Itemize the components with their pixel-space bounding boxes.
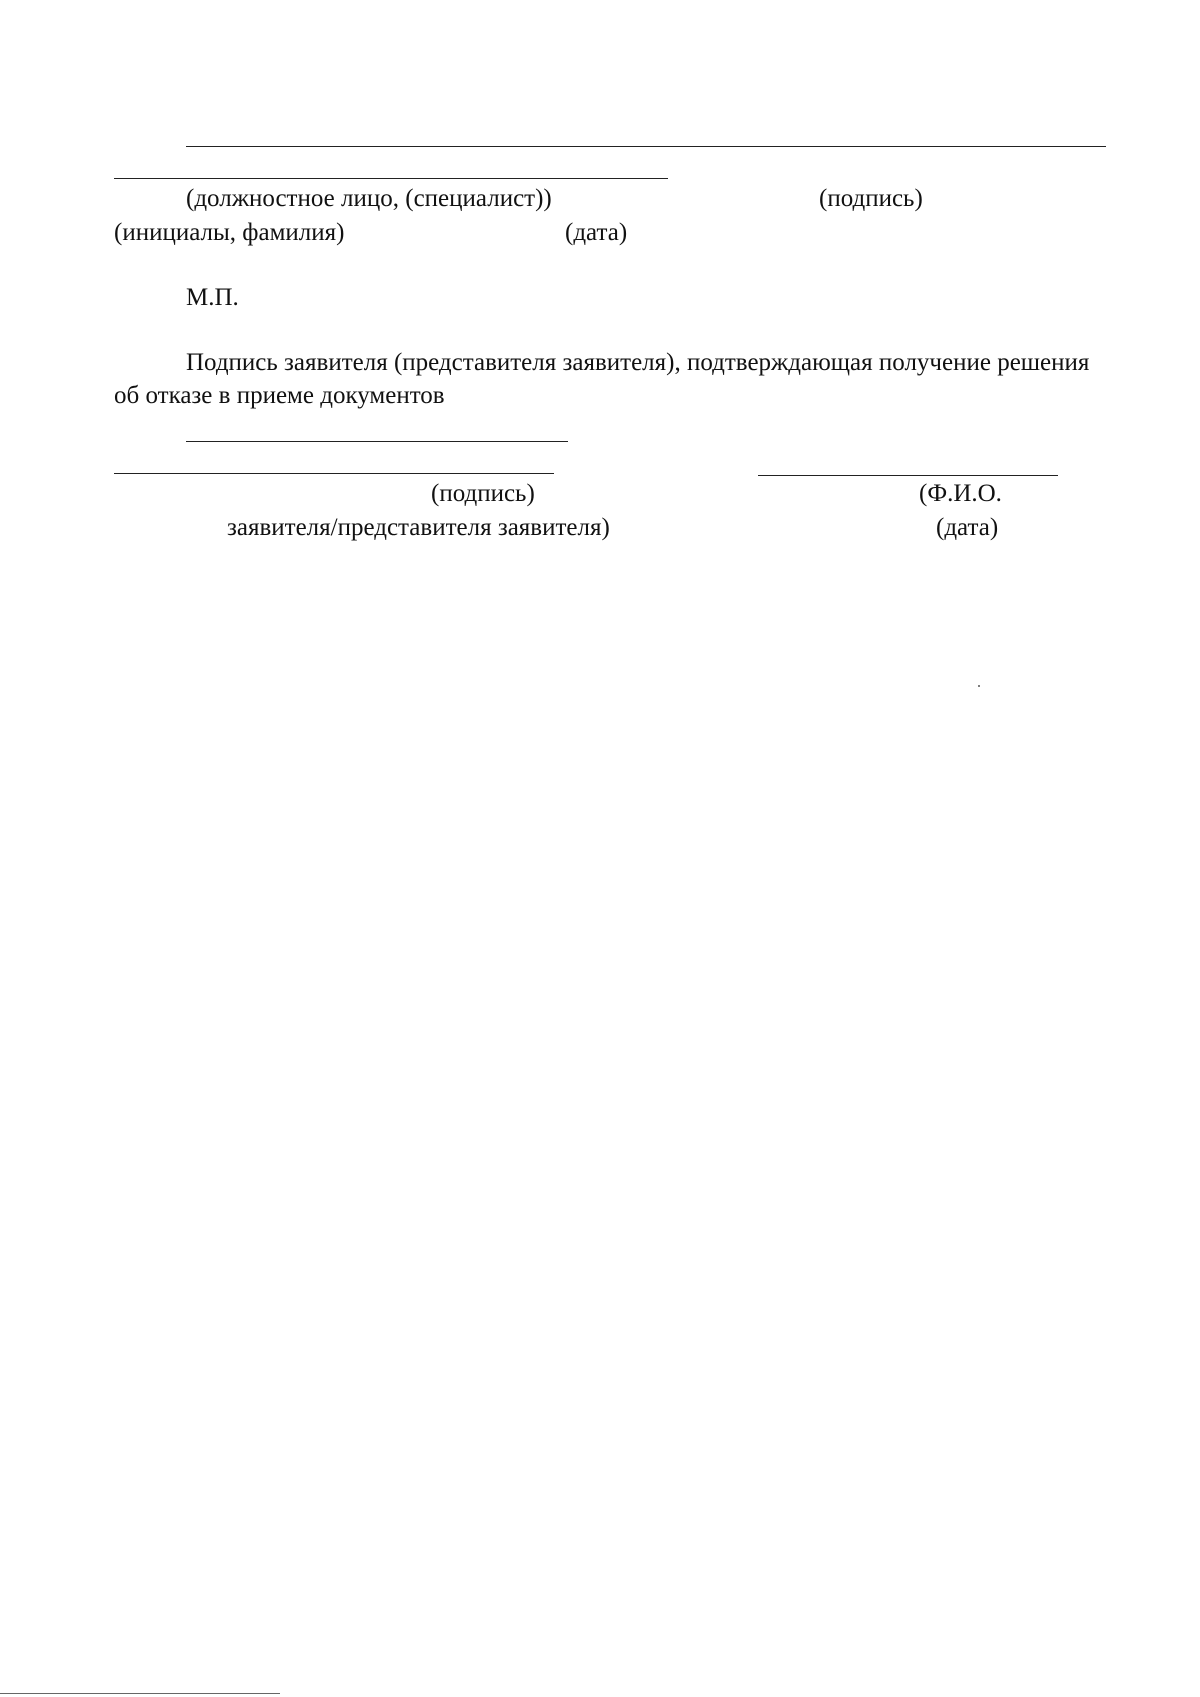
applicant-short-line [186, 441, 568, 442]
applicant-name-label-close: заявителя/представителя заявителя) [227, 514, 610, 541]
applicant-date-line [758, 475, 1058, 476]
applicant-date-label: (дата) [936, 514, 999, 541]
official-position-label: (должностное лицо, (специалист)) [186, 185, 552, 212]
scan-speck [978, 685, 980, 687]
applicant-signature-label: (подпись) [431, 480, 535, 507]
official-signature-label: (подпись) [819, 185, 923, 212]
bottom-edge-mark [0, 1693, 280, 1694]
applicant-signature-line [114, 473, 554, 474]
official-top-line [186, 146, 1106, 147]
official-initials-label: (инициалы, фамилия) [114, 219, 345, 246]
stamp-label: М.П. [186, 284, 239, 311]
applicant-confirmation-text: Подпись заявителя (представителя заявителя), подтверждающая получение решения об отказе в приеме документов [114, 349, 1090, 409]
applicant-name-label-open: (Ф.И.О. [919, 480, 1002, 507]
official-name-line [114, 178, 668, 179]
official-date-label: (дата) [565, 219, 628, 246]
